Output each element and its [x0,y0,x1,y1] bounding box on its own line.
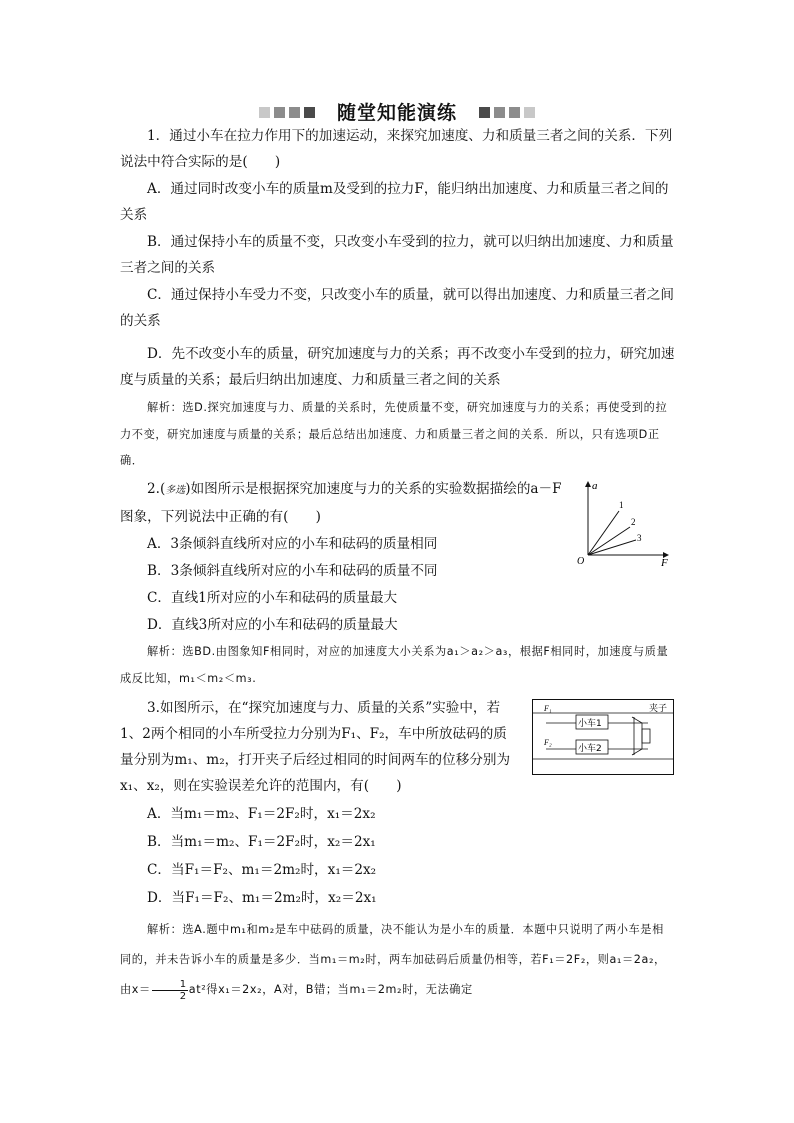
fraction-numerator: 1 [152,979,188,991]
decor-square [509,107,520,118]
q3-analysis-post: at²得x₁＝2x₂，A对，B错；当m₁＝2m₂时，无法确定 [188,983,473,996]
q2-option-b: B．3条倾斜直线所对应的小车和砝码的质量不同 [147,563,438,579]
q2-option-d: D．直线3所对应的小车和砝码的质量最大 [147,617,398,633]
q3-stem: 3.如图所示，在“探究加速度与力、质量的关系”实验中，若1、2两个相同的小车所受拉力分别为F₁、F₂，车中所放砝码的质量分别为m₁、m₂，打开夹子后经过相同的时间两车的位移分别为x₁、x₂，则在实验误差允许的范围内，有( ) [120,700,511,794]
line-1 [588,511,619,555]
origin-label: O [577,556,585,567]
q2-option-c: C．直线1所对应的小车和砝码的质量最大 [147,590,398,606]
q1-analysis: 解析：选D.探究加速度与力、质量的关系时，先使质量不变，研究加速度与力的关系；再使受到的拉力不变，研究加速度与质量的关系；最后总结出加速度、力和质量三者之间的关系．所以，只有选项D正确． [120,401,668,467]
x-axis-label: F [661,557,668,569]
fraction-denominator: 2 [179,990,187,1002]
decor-square [274,107,285,118]
clip-block [642,729,650,743]
y-axis-label: a [592,480,598,492]
line-3 [588,540,636,555]
q2-tag: 多选 [165,485,186,496]
q1-option-c: C．通过保持小车受力不变，只改变小车的质量，就可以得出加速度、力和质量三者之间的关系 [120,287,674,329]
line-1-label: 1 [619,500,624,510]
fraction-half [152,979,188,1002]
q3-option-b: B．当m₁＝m₂、F₁＝2F₂时，x₂＝2x₁ [147,834,376,850]
q3-option-c: C．当F₁＝F₂、m₁＝2m₂时，x₁＝2x₂ [147,862,377,878]
q1-option-b: B．通过保持小车的质量不变，只改变小车受到的拉力，就可以归纳出加速度、力和质量三者之间的关系 [120,234,674,276]
line-3-label: 3 [637,533,642,543]
q2-option-a: A．3条倾斜直线所对应的小车和砝码的质量相同 [147,536,438,552]
q1-option-a: A．通过同时改变小车的质量m及受到的拉力F，能归纳出加速度、力和质量三者之间的关系 [120,181,669,223]
heading-text: 随堂知能演练 [336,102,457,124]
q3-option-d: D．当F₁＝F₂、m₁＝2m₂时，x₂＝2x₁ [147,890,377,906]
car-2-label: 小车2 [578,744,602,754]
f1-label: F₁ [544,704,552,713]
line-2 [588,527,630,555]
cart-experiment-diagram [532,699,674,775]
decor-square [259,107,270,118]
line-2-label: 2 [631,517,636,527]
clip-label: 夹子 [649,704,668,714]
a-f-graph [572,477,672,571]
q2-analysis: 解析：选BD.由图象知F相同时，对应的加速度大小关系为a₁＞a₂＞a₃，根据F相同时，加速度与质量成反比知，m₁＜m₂＜m₃. [120,645,669,685]
decor-square [524,107,535,118]
decor-square [479,107,490,118]
q3-analysis-pre: 解析：选A.题中m₁和m₂是车中砝码的质量，决不能认为是小车的质量．本题中只说明了两小车是相同的，并未告诉小车的质量是多少．当m₁＝m₂时，两车加砝码后质量仍相等，若F₁＝2F₂，则a₁＝2a₂，由x＝ [120,923,666,996]
q1-stem: 1．通过小车在拉力作用下的加速运动，来探究加速度、力和质量三者之间的关系．下列说法中符合实际的是( ) [120,128,673,170]
q2-stem [120,476,565,530]
section-heading [0,98,794,125]
decor-square [494,107,505,118]
q2-stem-pre: 2.( [147,481,166,497]
q3-option-a: A．当m₁＝m₂、F₁＝2F₂时，x₁＝2x₂ [147,806,376,822]
decor-square [304,107,315,118]
decor-square [289,107,300,118]
q3-analysis [120,915,675,1005]
q1-option-d: D．先不改变小车的质量，研究加速度与力的关系；再不改变小车受到的拉力，研究加速度与质量的关系；最后归纳出加速度、力和质量三者之间的关系 [120,346,675,388]
f2-label: F₂ [544,738,552,747]
car-1-label: 小车1 [578,719,602,729]
q2-stem-post: )如图所示是根据探究加速度与力的关系的实验数据描绘的a－F图象，下列说法中正确的有( ) [120,481,562,525]
